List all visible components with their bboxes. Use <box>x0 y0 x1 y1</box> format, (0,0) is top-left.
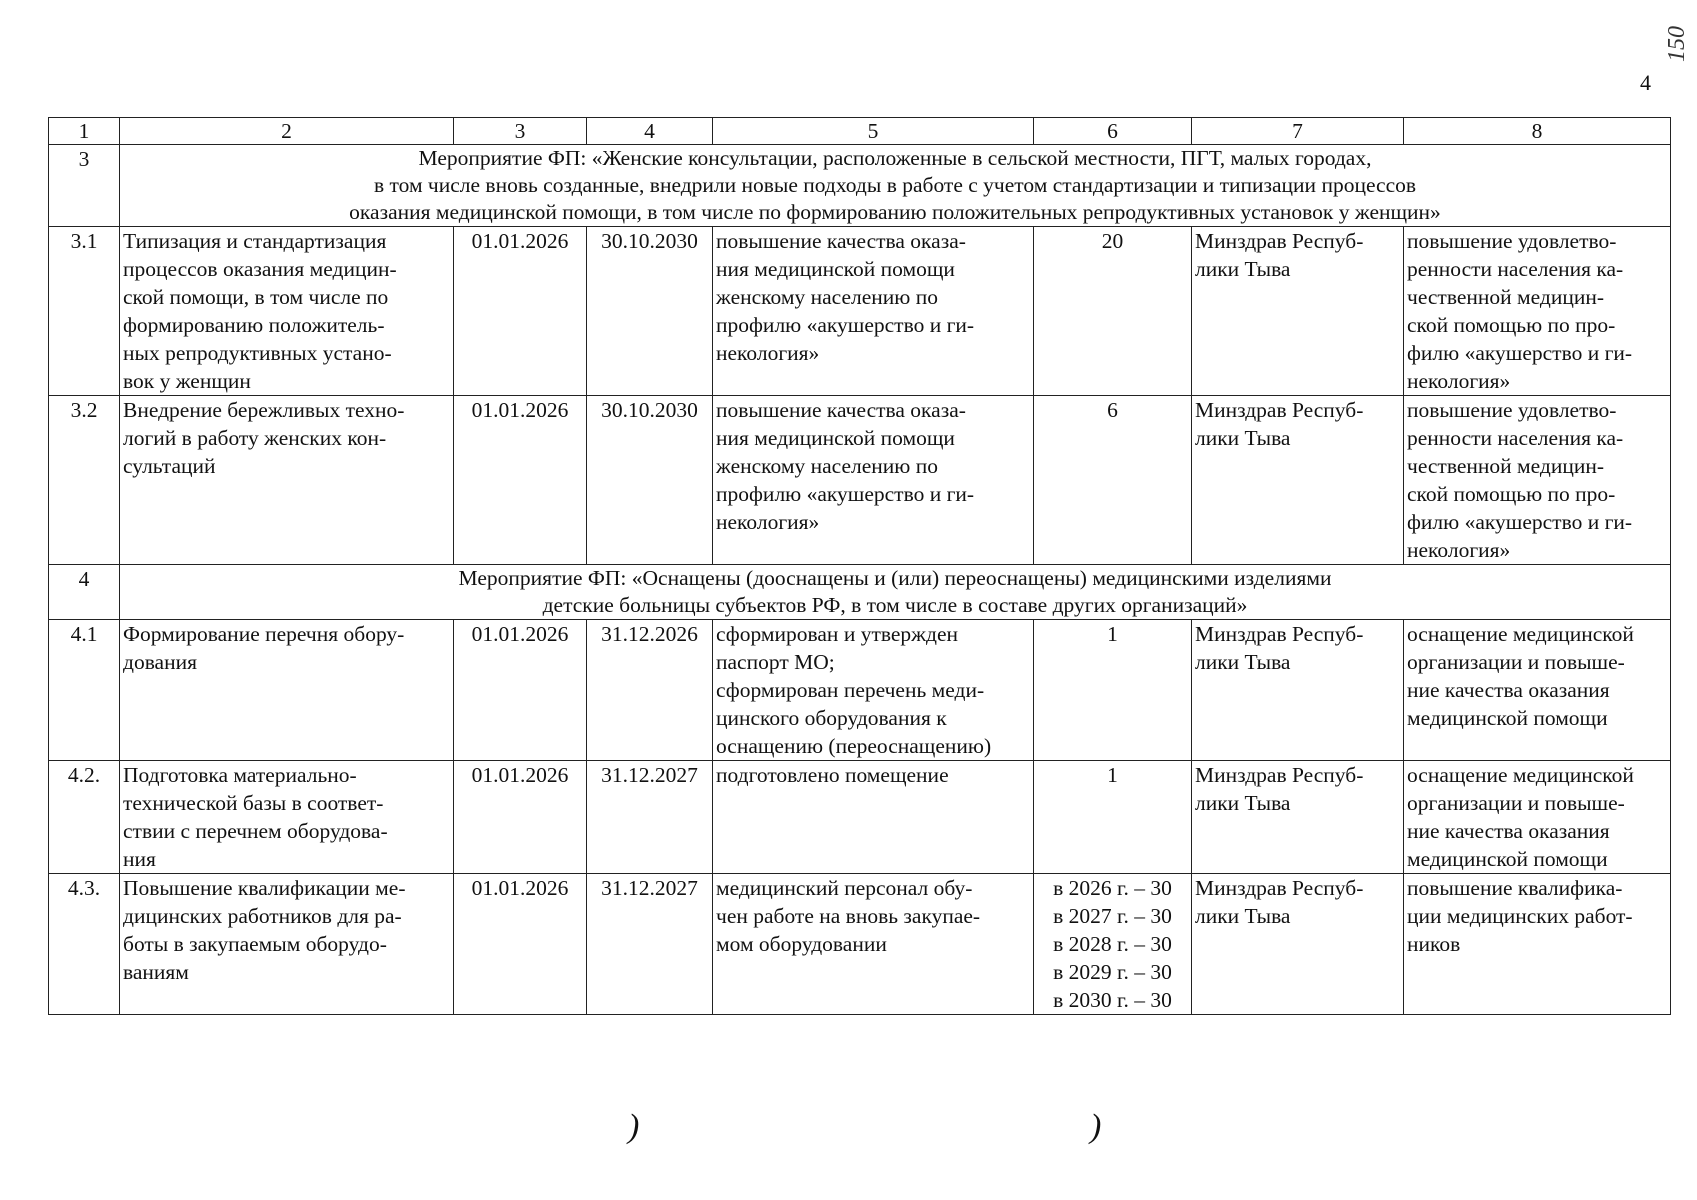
header-cell: 5 <box>713 118 1034 145</box>
effect-line: организации и повыше- <box>1407 650 1625 674</box>
responsible-cell <box>1192 620 1404 761</box>
value-line: в 2029 г. – 30 <box>1053 960 1172 984</box>
result-line: некология» <box>716 510 820 534</box>
row-number: 4.1 <box>49 620 120 761</box>
activities-table <box>48 117 1671 1015</box>
result-line: медицинский персонал обу- <box>716 876 973 900</box>
responsible-line: лики Тыва <box>1195 791 1291 815</box>
activity-name-line: дицинских работников для ра- <box>123 904 402 928</box>
result-line: женскому населению по <box>716 285 938 309</box>
result-line: профилю «акушерство и ги- <box>716 313 975 337</box>
header-row <box>49 118 1671 145</box>
section-number: 3 <box>49 145 120 227</box>
activity-name-line: вок у женщин <box>123 369 251 393</box>
effect-line: медицинской помощи <box>1407 706 1608 730</box>
effect-cell <box>1404 396 1671 565</box>
header-cell: 1 <box>49 118 120 145</box>
activity-name-line: сультаций <box>123 454 216 478</box>
effect-cell <box>1404 227 1671 396</box>
responsible-cell <box>1192 227 1404 396</box>
result-line: паспорт МО; <box>716 650 835 674</box>
result-cell <box>713 874 1034 1015</box>
value-line: в 2030 г. – 30 <box>1053 988 1172 1012</box>
bottom-mark: ) <box>1090 1108 1102 1145</box>
effect-line: организации и повыше- <box>1407 791 1625 815</box>
value-line: в 2026 г. – 30 <box>1053 876 1172 900</box>
effect-line: медицинской помощи <box>1407 847 1608 871</box>
value-line: 6 <box>1107 398 1118 422</box>
section-title-line: в том числе вновь созданные, внедрили новые подходы в работе с учетом стандартизации и типизации процессов <box>373 173 1417 197</box>
value-cell <box>1034 620 1192 761</box>
bottom-mark: ) <box>628 1108 640 1145</box>
activity-name-line: Повышение квалификации ме- <box>123 876 406 900</box>
effect-line: повышение удовлетво- <box>1407 229 1617 253</box>
responsible-line: лики Тыва <box>1195 426 1291 450</box>
start-date: 01.01.2026 <box>454 761 587 874</box>
activity-name-line: Формирование перечня обору- <box>123 622 405 646</box>
responsible-cell <box>1192 396 1404 565</box>
effect-line: чественной медицин- <box>1407 285 1605 309</box>
effect-cell <box>1404 761 1671 874</box>
header-cell: 7 <box>1192 118 1404 145</box>
responsible-line: лики Тыва <box>1195 257 1291 281</box>
end-date: 31.12.2027 <box>587 761 713 874</box>
result-line: оснащению (переоснащению) <box>716 734 992 758</box>
activity-name-line: ния <box>123 847 156 871</box>
activity-name-line: боты в закупаемым оборудо- <box>123 932 387 956</box>
activity-name-line: Типизация и стандартизация <box>123 229 387 253</box>
header-cell: 8 <box>1404 118 1671 145</box>
responsible-line: лики Тыва <box>1195 650 1291 674</box>
result-line: подготовлено помещение <box>716 763 949 787</box>
responsible-line: Минздрав Респуб- <box>1195 622 1364 646</box>
effect-cell <box>1404 874 1671 1015</box>
result-line: мом оборудовании <box>716 932 887 956</box>
row-number: 4.2. <box>49 761 120 874</box>
effect-line: ской помощью по про- <box>1407 313 1616 337</box>
section-title-line: Мероприятие ФП: «Оснащены (дооснащены и (или) переоснащены) медицинскими изделиями <box>458 566 1332 590</box>
effect-line: повышение квалифика- <box>1407 876 1623 900</box>
result-cell <box>713 761 1034 874</box>
table-row <box>49 761 1671 874</box>
end-date: 31.12.2027 <box>587 874 713 1015</box>
responsible-line: Минздрав Респуб- <box>1195 398 1364 422</box>
result-line: некология» <box>716 341 820 365</box>
responsible-line: лики Тыва <box>1195 904 1291 928</box>
effect-line: некология» <box>1407 538 1511 562</box>
activity-name-line: Подготовка материально- <box>123 763 357 787</box>
start-date: 01.01.2026 <box>454 874 587 1015</box>
activity-name-line: формированию положитель- <box>123 313 385 337</box>
activity-name-line: дования <box>123 650 198 674</box>
end-date: 31.12.2026 <box>587 620 713 761</box>
responsible-cell <box>1192 761 1404 874</box>
row-number: 3.1 <box>49 227 120 396</box>
activity-name-line: технической базы в соответ- <box>123 791 384 815</box>
effect-line: чественной медицин- <box>1407 454 1605 478</box>
result-cell <box>713 620 1034 761</box>
activity-name-line: ных репродуктивных устано- <box>123 341 392 365</box>
header-cell: 4 <box>587 118 713 145</box>
header-cell: 2 <box>120 118 454 145</box>
table-row <box>49 227 1671 396</box>
result-line: сформирован перечень меди- <box>716 678 985 702</box>
section-title <box>120 145 1671 227</box>
effect-line: повышение удовлетво- <box>1407 398 1617 422</box>
value-cell <box>1034 874 1192 1015</box>
activity-name-line: процессов оказания медицин- <box>123 257 397 281</box>
start-date: 01.01.2026 <box>454 227 587 396</box>
start-date: 01.01.2026 <box>454 620 587 761</box>
responsible-line: Минздрав Респуб- <box>1195 229 1364 253</box>
result-line: сформирован и утвержден <box>716 622 959 646</box>
row-number: 3.2 <box>49 396 120 565</box>
effect-line: филю «акушерство и ги- <box>1407 510 1633 534</box>
value-line: 1 <box>1107 622 1118 646</box>
responsible-cell <box>1192 874 1404 1015</box>
responsible-line: Минздрав Респуб- <box>1195 763 1364 787</box>
result-cell <box>713 396 1034 565</box>
effect-line: ции медицинских работ- <box>1407 904 1633 928</box>
start-date: 01.01.2026 <box>454 396 587 565</box>
table-row <box>49 620 1671 761</box>
activity-name-line: ваниям <box>123 960 189 984</box>
effect-line: оснащение медицинской <box>1407 763 1634 787</box>
result-line: чен работе на вновь закупае- <box>716 904 981 928</box>
value-line: в 2028 г. – 30 <box>1053 932 1172 956</box>
effect-line: ние качества оказания <box>1407 678 1610 702</box>
result-line: повышение качества оказа- <box>716 398 966 422</box>
handwritten-page-stamp: 150 <box>1664 26 1690 62</box>
activity-name-line: логий в работу женских кон- <box>123 426 387 450</box>
header-cell: 3 <box>454 118 587 145</box>
responsible-line: Минздрав Респуб- <box>1195 876 1364 900</box>
section-title-line: оказания медицинской помощи, в том числе по формированию положительных репродуктивных установок у женщин» <box>349 200 1441 224</box>
result-line: ния медицинской помощи <box>716 257 955 281</box>
value-cell <box>1034 761 1192 874</box>
section-title <box>120 565 1671 620</box>
activity-name-cell <box>120 874 454 1015</box>
section-title-line: Мероприятие ФП: «Женские консультации, расположенные в сельской местности, ПГТ, малых городах, <box>418 146 1372 170</box>
effect-line: некология» <box>1407 369 1511 393</box>
page-number: 4 <box>1640 70 1651 95</box>
effect-line: филю «акушерство и ги- <box>1407 341 1633 365</box>
end-date: 30.10.2030 <box>587 227 713 396</box>
section-number: 4 <box>49 565 120 620</box>
section-row <box>49 565 1671 620</box>
effect-line: ников <box>1407 932 1461 956</box>
result-cell <box>713 227 1034 396</box>
activity-name-line: Внедрение бережливых техно- <box>123 398 405 422</box>
effect-line: ренности населения ка- <box>1407 257 1624 281</box>
table-row <box>49 874 1671 1015</box>
activity-name-line: ской помощи, в том числе по <box>123 285 389 309</box>
row-number: 4.3. <box>49 874 120 1015</box>
result-line: ния медицинской помощи <box>716 426 955 450</box>
activity-name-cell <box>120 396 454 565</box>
section-row <box>49 145 1671 227</box>
value-line: в 2027 г. – 30 <box>1053 904 1172 928</box>
activity-name-cell <box>120 620 454 761</box>
table-row <box>49 396 1671 565</box>
section-title-line: детские больницы субъектов РФ, в том числе в составе других организаций» <box>542 593 1248 617</box>
activity-name-cell <box>120 761 454 874</box>
value-line: 1 <box>1107 763 1118 787</box>
value-cell <box>1034 396 1192 565</box>
end-date: 30.10.2030 <box>587 396 713 565</box>
effect-line: оснащение медицинской <box>1407 622 1634 646</box>
table-body <box>49 118 1671 1015</box>
value-cell <box>1034 227 1192 396</box>
effect-line: ской помощью по про- <box>1407 482 1616 506</box>
header-cell: 6 <box>1034 118 1192 145</box>
result-line: женскому населению по <box>716 454 938 478</box>
result-line: профилю «акушерство и ги- <box>716 482 975 506</box>
activity-name-cell <box>120 227 454 396</box>
effect-cell <box>1404 620 1671 761</box>
effect-line: ние качества оказания <box>1407 819 1610 843</box>
effect-line: ренности населения ка- <box>1407 426 1624 450</box>
value-line: 20 <box>1101 229 1124 253</box>
result-line: цинского оборудования к <box>716 706 947 730</box>
activity-name-line: ствии с перечнем оборудова- <box>123 819 388 843</box>
result-line: повышение качества оказа- <box>716 229 966 253</box>
